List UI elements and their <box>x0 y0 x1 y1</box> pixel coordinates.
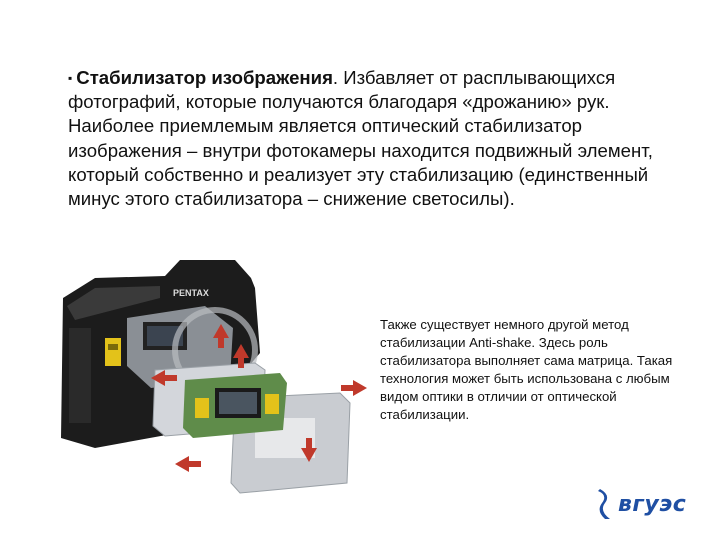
side-paragraph: Также существует немного другой метод стабилизации Anti-shake. Здесь роль стабилизатора выполняет сама матрица. Такая технология может быть использована с любым видом оптики в отличии от оптической стабилизации. <box>380 317 673 422</box>
sensor-board <box>183 373 287 438</box>
bullet: ▪ <box>68 71 73 85</box>
arrow-left-icon <box>175 456 201 472</box>
camera-brand-label: PENTAX <box>173 288 209 298</box>
logo-emblem-icon <box>596 487 614 521</box>
camera-stabilizer-illustration <box>55 258 380 508</box>
arrow-right-icon <box>341 380 367 396</box>
university-logo <box>596 484 696 524</box>
main-paragraph-text: . Избавляет от расплывающихся фотографий, которые получаются благодаря «дрожанию» рук. Наиболее приемлемым является оптический стабилизатор изображения – внутри фотокамеры находится подвижный элемент, который собственно и реализует эту стабилизацию (единственный минус этого стабилизатора – снижение светосилы). <box>68 67 653 210</box>
main-paragraph <box>68 66 678 211</box>
logo-text: вгуэс <box>618 491 687 517</box>
term-image-stabilizer: Стабилизатор изображения <box>76 67 333 88</box>
